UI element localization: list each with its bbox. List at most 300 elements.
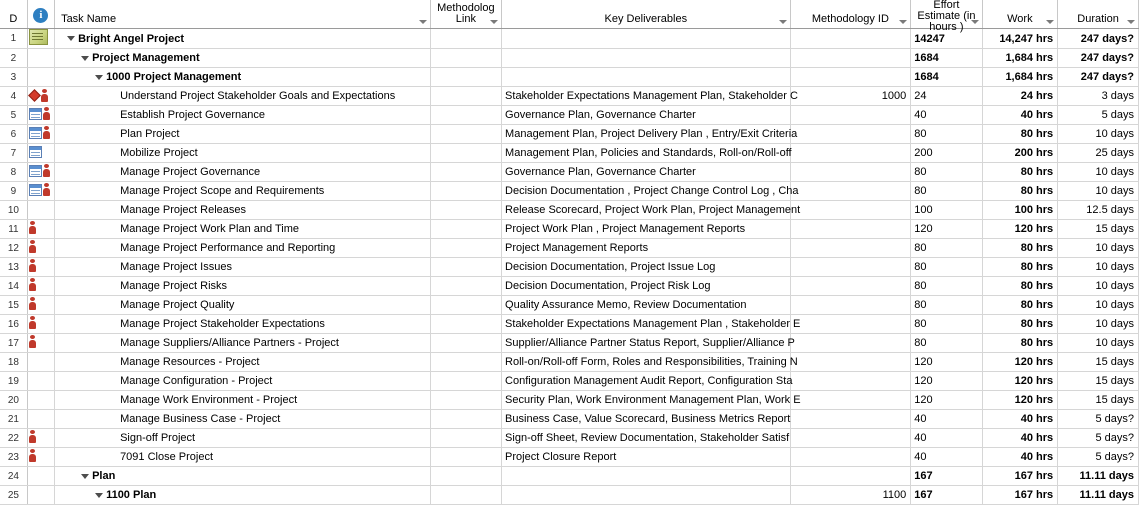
table-row[interactable]: [0, 125, 1139, 144]
cell-work[interactable]: 80 hrs: [982, 334, 1058, 353]
cell-duration[interactable]: 10 days: [1058, 163, 1139, 182]
row-indicator-icons[interactable]: [27, 163, 54, 182]
calendar-icon[interactable]: [29, 184, 42, 196]
table-row[interactable]: [0, 334, 1139, 353]
cell-methodology-id[interactable]: [790, 220, 911, 239]
cell-key-deliverables[interactable]: Management Plan, Project Delivery Plan , Entry/Exit Criteria: [502, 125, 791, 144]
row-indicator-icons[interactable]: [27, 277, 54, 296]
task-name-label: Manage Suppliers/Alliance Partners - Project: [120, 337, 339, 349]
cell-effort-estimate[interactable]: 120: [911, 372, 982, 391]
cell-methodology-link[interactable]: [430, 410, 501, 429]
cell-effort-estimate[interactable]: 80: [911, 239, 982, 258]
cell-methodology-id[interactable]: [790, 391, 911, 410]
cell-methodology-id[interactable]: [790, 239, 911, 258]
table-row[interactable]: [0, 486, 1139, 505]
cell-effort-estimate[interactable]: 80: [911, 315, 982, 334]
cell-duration[interactable]: 10 days: [1058, 315, 1139, 334]
cell-effort-estimate[interactable]: 80: [911, 277, 982, 296]
column-header-methodology-id[interactable]: [790, 0, 911, 29]
cell-key-deliverables[interactable]: Management Plan, Policies and Standards, Roll-on/Roll-off: [502, 144, 791, 163]
cell-methodology-id[interactable]: [790, 258, 911, 277]
cell-duration[interactable]: 10 days: [1058, 277, 1139, 296]
row-number[interactable]: 14: [0, 277, 27, 296]
filter-arrow-icon[interactable]: [490, 20, 498, 24]
row-indicator-icons[interactable]: [27, 239, 54, 258]
cell-task-name[interactable]: [55, 391, 431, 410]
row-indicator-icons[interactable]: [27, 106, 54, 125]
table-row[interactable]: [0, 353, 1139, 372]
cell-duration[interactable]: 10 days: [1058, 334, 1139, 353]
row-number[interactable]: 16: [0, 315, 27, 334]
cell-key-deliverables[interactable]: Business Case, Value Scorecard, Business Metrics Report: [502, 410, 791, 429]
cell-duration[interactable]: 5 days: [1058, 106, 1139, 125]
table-row[interactable]: [0, 68, 1139, 87]
column-header-task-name[interactable]: [55, 0, 431, 29]
table-row[interactable]: [0, 220, 1139, 239]
cell-key-deliverables[interactable]: Security Plan, Work Environment Management Plan, Work E: [502, 391, 791, 410]
row-number[interactable]: 23: [0, 448, 27, 467]
row-indicator-icons[interactable]: [27, 296, 54, 315]
cell-duration[interactable]: 3 days: [1058, 87, 1139, 106]
cell-methodology-id[interactable]: [790, 467, 911, 486]
cell-methodology-id[interactable]: [790, 163, 911, 182]
cell-methodology-id[interactable]: [790, 353, 911, 372]
cell-duration[interactable]: 10 days: [1058, 125, 1139, 144]
cell-duration[interactable]: 15 days: [1058, 391, 1139, 410]
cell-effort-estimate[interactable]: 167: [911, 467, 982, 486]
table-row[interactable]: [0, 429, 1139, 448]
cell-effort-estimate[interactable]: 1684: [911, 49, 982, 68]
cell-effort-estimate[interactable]: 80: [911, 258, 982, 277]
cell-effort-estimate[interactable]: 120: [911, 220, 982, 239]
cell-methodology-link[interactable]: [430, 486, 501, 505]
row-number[interactable]: 18: [0, 353, 27, 372]
row-indicator-icons[interactable]: [27, 258, 54, 277]
cell-methodology-id[interactable]: [790, 334, 911, 353]
row-indicator-icons[interactable]: [27, 29, 54, 49]
cell-methodology-link[interactable]: [430, 201, 501, 220]
cell-work[interactable]: 40 hrs: [982, 106, 1058, 125]
cell-methodology-link[interactable]: [430, 220, 501, 239]
resource-person-icon[interactable]: [29, 259, 36, 272]
cell-work[interactable]: 200 hrs: [982, 144, 1058, 163]
cell-work[interactable]: 80 hrs: [982, 315, 1058, 334]
cell-task-name[interactable]: [55, 353, 431, 372]
cell-effort-estimate[interactable]: 40: [911, 106, 982, 125]
resource-person-icon[interactable]: [43, 183, 50, 196]
cell-effort-estimate[interactable]: 80: [911, 182, 982, 201]
cell-key-deliverables[interactable]: [502, 467, 791, 486]
filter-arrow-icon[interactable]: [419, 20, 427, 24]
cell-work[interactable]: 1,684 hrs: [982, 68, 1058, 87]
table-row[interactable]: [0, 296, 1139, 315]
cell-key-deliverables[interactable]: Decision Documentation, Project Issue Log: [502, 258, 791, 277]
expand-collapse-triangle-icon[interactable]: [95, 493, 103, 498]
row-number[interactable]: 8: [0, 163, 27, 182]
cell-methodology-link[interactable]: [430, 296, 501, 315]
task-name-label: Manage Project Releases: [120, 204, 247, 216]
cell-task-name[interactable]: [55, 467, 431, 486]
cell-work[interactable]: 80 hrs: [982, 296, 1058, 315]
cell-effort-estimate[interactable]: 80: [911, 296, 982, 315]
resource-person-icon[interactable]: [29, 449, 36, 462]
cell-key-deliverables[interactable]: Sign-off Sheet, Review Documentation, Stakeholder Satisf: [502, 429, 791, 448]
cell-methodology-link[interactable]: [430, 277, 501, 296]
calendar-icon[interactable]: [29, 108, 42, 120]
calendar-icon[interactable]: [29, 127, 42, 139]
cell-methodology-link[interactable]: [430, 125, 501, 144]
cell-effort-estimate[interactable]: 167: [911, 486, 982, 505]
cell-task-name[interactable]: [55, 334, 431, 353]
cell-duration[interactable]: 247 days?: [1058, 49, 1139, 68]
cell-effort-estimate[interactable]: 100: [911, 201, 982, 220]
cell-key-deliverables[interactable]: Project Closure Report: [502, 448, 791, 467]
cell-key-deliverables[interactable]: Stakeholder Expectations Management Plan , Stakeholder E: [502, 315, 791, 334]
cell-methodology-id[interactable]: [790, 106, 911, 125]
cell-duration[interactable]: 5 days?: [1058, 448, 1139, 467]
row-number[interactable]: 22: [0, 429, 27, 448]
cell-work[interactable]: 167 hrs: [982, 486, 1058, 505]
table-row[interactable]: [0, 258, 1139, 277]
expand-collapse-triangle-icon[interactable]: [95, 75, 103, 80]
task-name-label: Manage Project Risks: [120, 280, 228, 292]
cell-task-name[interactable]: [55, 486, 431, 505]
cell-duration[interactable]: 15 days: [1058, 353, 1139, 372]
row-number[interactable]: 11: [0, 220, 27, 239]
cell-task-name[interactable]: [55, 239, 431, 258]
task-name-label: Project Management: [92, 52, 200, 64]
cell-methodology-link[interactable]: [430, 68, 501, 87]
row-number[interactable]: 21: [0, 410, 27, 429]
column-header-work[interactable]: [982, 0, 1058, 29]
cell-key-deliverables[interactable]: Stakeholder Expectations Management Plan, Stakeholder C: [502, 87, 791, 106]
cell-duration[interactable]: 5 days?: [1058, 429, 1139, 448]
cell-work[interactable]: 120 hrs: [982, 220, 1058, 239]
cell-task-name[interactable]: [55, 448, 431, 467]
table-row[interactable]: [0, 163, 1139, 182]
filter-arrow-icon[interactable]: [899, 20, 907, 24]
cell-task-name[interactable]: [55, 258, 431, 277]
cell-methodology-link[interactable]: [430, 448, 501, 467]
cell-methodology-link[interactable]: [430, 258, 501, 277]
cell-effort-estimate[interactable]: 80: [911, 163, 982, 182]
table-row[interactable]: [0, 448, 1139, 467]
milestone-diamond-icon[interactable]: [28, 89, 41, 102]
cell-methodology-link[interactable]: [430, 239, 501, 258]
table-row[interactable]: [0, 239, 1139, 258]
note-icon[interactable]: [29, 29, 48, 45]
cell-methodology-id[interactable]: [790, 277, 911, 296]
row-number[interactable]: 1: [0, 29, 27, 49]
row-number[interactable]: 12: [0, 239, 27, 258]
cell-methodology-id[interactable]: [790, 29, 911, 49]
cell-effort-estimate[interactable]: 40: [911, 429, 982, 448]
column-header-key-deliverables[interactable]: [502, 0, 791, 29]
table-row[interactable]: [0, 277, 1139, 296]
calendar-icon[interactable]: [29, 165, 42, 177]
cell-methodology-id[interactable]: 1000: [790, 87, 911, 106]
row-number[interactable]: 9: [0, 182, 27, 201]
cell-effort-estimate[interactable]: 80: [911, 334, 982, 353]
cell-methodology-link[interactable]: [430, 391, 501, 410]
cell-methodology-link[interactable]: [430, 87, 501, 106]
column-header-effort-estimate[interactable]: [911, 0, 982, 33]
cell-methodology-link[interactable]: [430, 429, 501, 448]
cell-duration[interactable]: 10 days: [1058, 182, 1139, 201]
cell-methodology-id[interactable]: [790, 125, 911, 144]
cell-effort-estimate[interactable]: 40: [911, 448, 982, 467]
cell-key-deliverables[interactable]: Decision Documentation, Project Risk Log: [502, 277, 791, 296]
row-indicator-icons[interactable]: [27, 125, 54, 144]
cell-effort-estimate[interactable]: 120: [911, 353, 982, 372]
row-indicator-icons[interactable]: [27, 391, 54, 410]
cell-methodology-link[interactable]: [430, 163, 501, 182]
cell-effort-estimate[interactable]: 24: [911, 87, 982, 106]
resource-person-icon[interactable]: [29, 430, 36, 443]
cell-methodology-id[interactable]: [790, 144, 911, 163]
cell-task-name[interactable]: [55, 296, 431, 315]
cell-methodology-id[interactable]: [790, 68, 911, 87]
cell-key-deliverables[interactable]: [502, 49, 791, 68]
cell-work[interactable]: 40 hrs: [982, 410, 1058, 429]
cell-duration[interactable]: 11.11 days: [1058, 486, 1139, 505]
row-number[interactable]: 13: [0, 258, 27, 277]
cell-work[interactable]: 80 hrs: [982, 182, 1058, 201]
row-number[interactable]: 7: [0, 144, 27, 163]
table-row[interactable]: [0, 372, 1139, 391]
cell-task-name[interactable]: [55, 372, 431, 391]
resource-person-icon[interactable]: [29, 240, 36, 253]
cell-key-deliverables[interactable]: Configuration Management Audit Report, Configuration Sta: [502, 372, 791, 391]
cell-task-name[interactable]: [55, 49, 431, 68]
table-row[interactable]: [0, 410, 1139, 429]
cell-duration[interactable]: 10 days: [1058, 296, 1139, 315]
row-number[interactable]: 4: [0, 87, 27, 106]
row-number[interactable]: 5: [0, 106, 27, 125]
row-indicator-icons[interactable]: [27, 220, 54, 239]
cell-methodology-id[interactable]: [790, 49, 911, 68]
row-indicator-icons[interactable]: [27, 467, 54, 486]
resource-person-icon[interactable]: [29, 221, 36, 234]
cell-duration[interactable]: 11.11 days: [1058, 467, 1139, 486]
cell-methodology-link[interactable]: [430, 49, 501, 68]
row-indicator-icons[interactable]: [27, 410, 54, 429]
row-number[interactable]: 10: [0, 201, 27, 220]
cell-methodology-id[interactable]: [790, 315, 911, 334]
table-row[interactable]: [0, 201, 1139, 220]
cell-work[interactable]: 14,247 hrs: [982, 29, 1058, 49]
table-row[interactable]: [0, 467, 1139, 486]
cell-key-deliverables[interactable]: Quality Assurance Memo, Review Documentation: [502, 296, 791, 315]
table-row[interactable]: [0, 182, 1139, 201]
cell-work[interactable]: 80 hrs: [982, 239, 1058, 258]
cell-task-name[interactable]: [55, 182, 431, 201]
row-indicator-icons[interactable]: [27, 201, 54, 220]
cell-duration[interactable]: 12.5 days: [1058, 201, 1139, 220]
cell-methodology-id[interactable]: [790, 296, 911, 315]
cell-work[interactable]: 120 hrs: [982, 391, 1058, 410]
row-number[interactable]: 6: [0, 125, 27, 144]
cell-methodology-link[interactable]: [430, 106, 501, 125]
cell-effort-estimate[interactable]: 40: [911, 410, 982, 429]
cell-key-deliverables[interactable]: Governance Plan, Governance Charter: [502, 163, 791, 182]
cell-effort-estimate[interactable]: 200: [911, 144, 982, 163]
cell-task-name[interactable]: [55, 410, 431, 429]
cell-task-name[interactable]: [55, 163, 431, 182]
cell-key-deliverables[interactable]: Release Scorecard, Project Work Plan, Project Management: [502, 201, 791, 220]
cell-methodology-link[interactable]: [430, 372, 501, 391]
cell-work[interactable]: 80 hrs: [982, 125, 1058, 144]
cell-key-deliverables[interactable]: [502, 68, 791, 87]
cell-work[interactable]: 167 hrs: [982, 467, 1058, 486]
filter-arrow-icon[interactable]: [1127, 20, 1135, 24]
cell-work[interactable]: 120 hrs: [982, 372, 1058, 391]
cell-key-deliverables[interactable]: Project Work Plan , Project Management Reports: [502, 220, 791, 239]
task-name-label: Manage Project Quality: [120, 299, 235, 311]
row-indicator-icons[interactable]: [27, 315, 54, 334]
column-header-duration[interactable]: [1058, 0, 1139, 29]
cell-task-name[interactable]: [55, 87, 431, 106]
filter-arrow-icon[interactable]: [971, 20, 979, 24]
row-number[interactable]: 15: [0, 296, 27, 315]
cell-work[interactable]: 1,684 hrs: [982, 49, 1058, 68]
cell-task-name[interactable]: [55, 429, 431, 448]
cell-key-deliverables[interactable]: Supplier/Alliance Partner Status Report, Supplier/Alliance P: [502, 334, 791, 353]
cell-methodology-id[interactable]: [790, 410, 911, 429]
cell-task-name[interactable]: [55, 29, 431, 49]
task-name-label: 1100 Plan: [106, 489, 157, 501]
row-number[interactable]: 25: [0, 486, 27, 505]
cell-task-name[interactable]: [55, 201, 431, 220]
row-indicator-icons[interactable]: [27, 486, 54, 505]
cell-key-deliverables[interactable]: [502, 29, 791, 49]
cell-key-deliverables[interactable]: Roll-on/Roll-off Form, Roles and Responsibilities, Training N: [502, 353, 791, 372]
cell-duration[interactable]: 5 days?: [1058, 410, 1139, 429]
resource-person-icon[interactable]: [43, 107, 50, 120]
cell-work[interactable]: 80 hrs: [982, 258, 1058, 277]
column-header-methodology-id-label: Methodology ID: [811, 13, 889, 25]
cell-methodology-link[interactable]: [430, 315, 501, 334]
cell-methodology-id[interactable]: [790, 182, 911, 201]
column-header-info[interactable]: [27, 0, 54, 29]
cell-methodology-id[interactable]: [790, 448, 911, 467]
row-indicator-icons[interactable]: [27, 49, 54, 68]
cell-task-name[interactable]: [55, 106, 431, 125]
cell-methodology-id[interactable]: [790, 372, 911, 391]
cell-duration[interactable]: 15 days: [1058, 372, 1139, 391]
filter-arrow-icon[interactable]: [779, 20, 787, 24]
cell-duration[interactable]: 15 days: [1058, 220, 1139, 239]
table-row[interactable]: [0, 315, 1139, 334]
row-indicator-icons[interactable]: [27, 448, 54, 467]
cell-work[interactable]: 120 hrs: [982, 353, 1058, 372]
row-indicator-icons[interactable]: [27, 353, 54, 372]
cell-work[interactable]: 40 hrs: [982, 448, 1058, 467]
row-indicator-icons[interactable]: [27, 144, 54, 163]
cell-task-name[interactable]: [55, 315, 431, 334]
cell-methodology-link[interactable]: [430, 353, 501, 372]
cell-key-deliverables[interactable]: Decision Documentation , Project Change Control Log , Cha: [502, 182, 791, 201]
cell-task-name[interactable]: [55, 125, 431, 144]
cell-methodology-link[interactable]: [430, 334, 501, 353]
cell-task-name[interactable]: [55, 220, 431, 239]
resource-person-icon[interactable]: [43, 126, 50, 139]
cell-methodology-link[interactable]: [430, 182, 501, 201]
cell-work[interactable]: 80 hrs: [982, 277, 1058, 296]
cell-effort-estimate[interactable]: 1684: [911, 68, 982, 87]
row-number[interactable]: 19: [0, 372, 27, 391]
cell-task-name[interactable]: [55, 277, 431, 296]
row-indicator-icons[interactable]: [27, 372, 54, 391]
cell-methodology-link[interactable]: [430, 144, 501, 163]
cell-duration[interactable]: 247 days?: [1058, 68, 1139, 87]
table-row[interactable]: [0, 87, 1139, 106]
cell-methodology-id[interactable]: [790, 201, 911, 220]
column-header-effort-estimate-label: Effort Estimate (in hours ): [917, 0, 976, 33]
table-row[interactable]: [0, 106, 1139, 125]
table-row[interactable]: [0, 391, 1139, 410]
expand-collapse-triangle-icon[interactable]: [81, 56, 89, 61]
row-indicator-icons[interactable]: [27, 87, 54, 106]
resource-person-icon[interactable]: [43, 164, 50, 177]
row-number[interactable]: 17: [0, 334, 27, 353]
row-number[interactable]: 3: [0, 68, 27, 87]
cell-work[interactable]: 24 hrs: [982, 87, 1058, 106]
resource-person-icon[interactable]: [29, 316, 36, 329]
cell-key-deliverables[interactable]: Project Management Reports: [502, 239, 791, 258]
table-row[interactable]: [0, 144, 1139, 163]
row-number[interactable]: 24: [0, 467, 27, 486]
resource-person-icon[interactable]: [41, 89, 48, 102]
cell-duration[interactable]: 10 days: [1058, 258, 1139, 277]
cell-task-name[interactable]: [55, 68, 431, 87]
resource-person-icon[interactable]: [29, 297, 36, 310]
calendar-icon[interactable]: [29, 146, 42, 158]
expand-collapse-triangle-icon[interactable]: [81, 474, 89, 479]
cell-methodology-link[interactable]: [430, 29, 501, 49]
select-all-corner[interactable]: [0, 0, 27, 29]
row-number[interactable]: 20: [0, 391, 27, 410]
cell-effort-estimate[interactable]: 14247: [911, 29, 982, 49]
row-indicator-icons[interactable]: [27, 334, 54, 353]
cell-work[interactable]: 40 hrs: [982, 429, 1058, 448]
resource-person-icon[interactable]: [29, 278, 36, 291]
row-indicator-icons[interactable]: [27, 182, 54, 201]
cell-effort-estimate[interactable]: 80: [911, 125, 982, 144]
column-header-methodology-link[interactable]: [430, 0, 501, 29]
cell-duration[interactable]: 247 days?: [1058, 29, 1139, 49]
cell-work[interactable]: 80 hrs: [982, 163, 1058, 182]
cell-duration[interactable]: 10 days: [1058, 239, 1139, 258]
cell-effort-estimate[interactable]: 120: [911, 391, 982, 410]
filter-arrow-icon[interactable]: [1046, 20, 1054, 24]
resource-person-icon[interactable]: [29, 335, 36, 348]
cell-key-deliverables[interactable]: Governance Plan, Governance Charter: [502, 106, 791, 125]
cell-duration[interactable]: 25 days: [1058, 144, 1139, 163]
cell-methodology-link[interactable]: [430, 467, 501, 486]
table-row[interactable]: [0, 49, 1139, 68]
row-indicator-icons[interactable]: [27, 68, 54, 87]
cell-methodology-id[interactable]: 1100: [790, 486, 911, 505]
row-indicator-icons[interactable]: [27, 429, 54, 448]
row-number[interactable]: 2: [0, 49, 27, 68]
cell-task-name[interactable]: [55, 144, 431, 163]
cell-key-deliverables[interactable]: [502, 486, 791, 505]
expand-collapse-triangle-icon[interactable]: [67, 36, 75, 41]
cell-work[interactable]: 100 hrs: [982, 201, 1058, 220]
task-name-label: Plan: [92, 470, 116, 482]
cell-methodology-id[interactable]: [790, 429, 911, 448]
